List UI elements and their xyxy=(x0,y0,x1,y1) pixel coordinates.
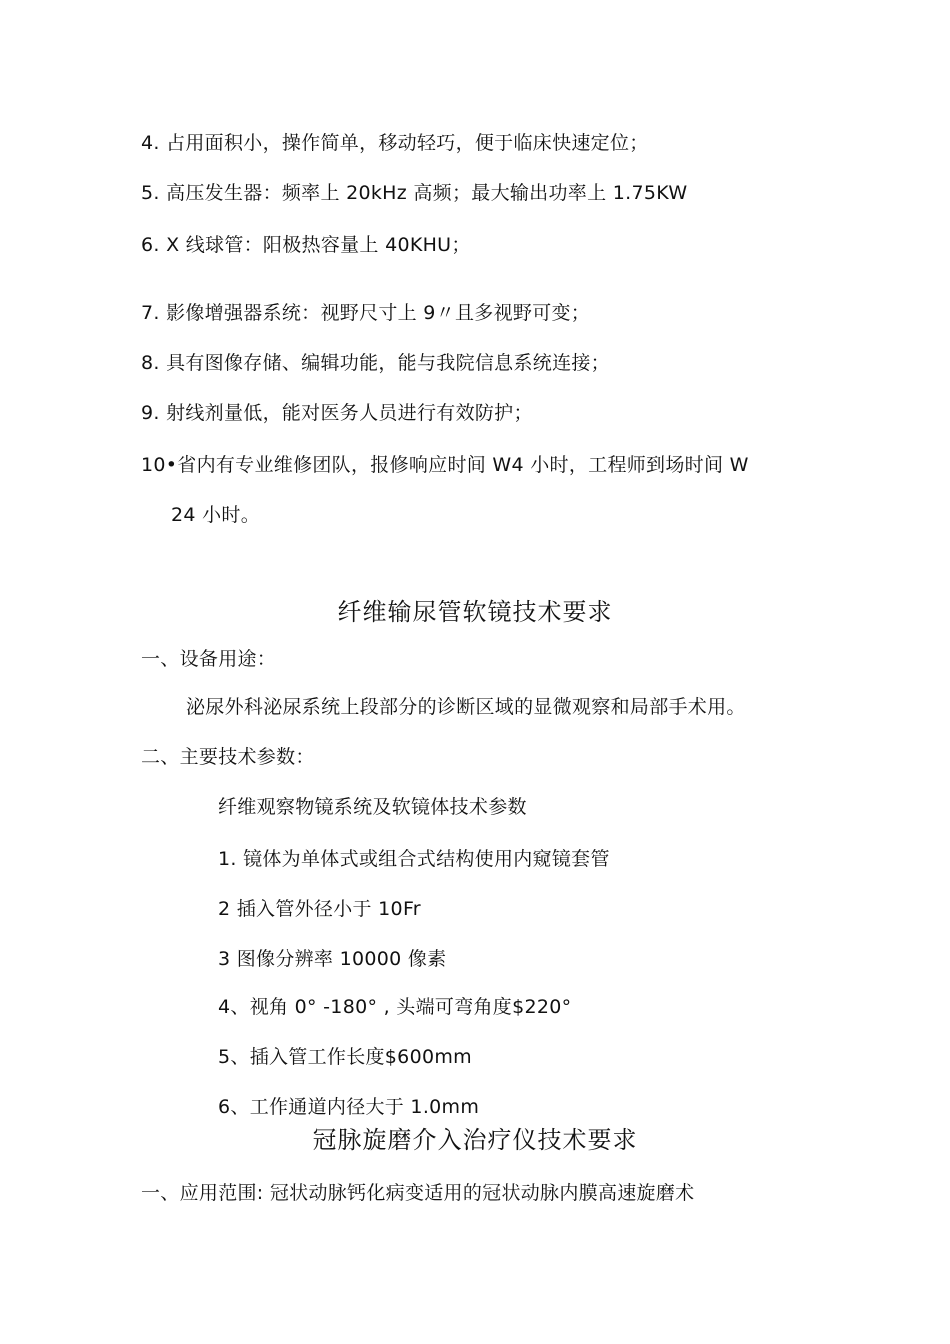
section-title-rotablator: 冠脉旋磨介入治疗仪技术要求 xyxy=(312,1126,638,1154)
param-item-5: 5、插入管工作长度$600mm xyxy=(218,1046,472,1068)
param-item-2: 2 插入管外径小于 10Fr xyxy=(218,898,421,920)
purpose-text: 泌尿外科泌尿系统上段部分的诊断区域的显微观察和局部手术用。 xyxy=(186,696,746,718)
section-title-ureteroscope: 纤维输尿管软镜技术要求 xyxy=(337,598,613,626)
list-item-5: 5. 高压发生器：频率上 20kHz 高频；最大输出功率上 1.75KW xyxy=(141,182,688,204)
list-item-10-continuation: 24 小时。 xyxy=(171,504,261,526)
list-item-6: 6. X 线球管：阳极热容量上 40KHU； xyxy=(141,234,471,256)
list-item-7: 7. 影像增强器系统：视野尺寸上 9〃且多视野可变； xyxy=(141,302,591,324)
scope-text: 一、应用范围: 冠状动脉钙化病变适用的冠状动脉内膜高速旋磨术 xyxy=(141,1182,695,1204)
purpose-heading: 一、设备用途： xyxy=(141,648,277,670)
params-subheading: 纤维观察物镜系统及软镜体技术参数 xyxy=(218,796,527,818)
param-item-6: 6、工作通道内径大于 1.0mm xyxy=(218,1096,480,1118)
param-item-3: 3 图像分辨率 10000 像素 xyxy=(218,948,447,970)
param-item-1: 1. 镜体为单体式或组合式结构使用内窥镜套管 xyxy=(218,848,610,870)
list-item-4: 4. 占用面积小，操作简单，移动轻巧，便于临床快速定位； xyxy=(141,132,649,154)
list-item-8: 8. 具有图像存储、编辑功能，能与我院信息系统连接； xyxy=(141,352,610,374)
params-heading: 二、主要技术参数： xyxy=(141,746,315,768)
param-item-4: 4、视角 0° -180° , 头端可弯角度$220° xyxy=(218,996,572,1018)
list-item-10: 10•省内有专业维修团队，报修响应时间 W4 小时，工程师到场时间 W xyxy=(141,454,749,476)
list-item-9: 9. 射线剂量低，能对医务人员进行有效防护； xyxy=(141,402,533,424)
